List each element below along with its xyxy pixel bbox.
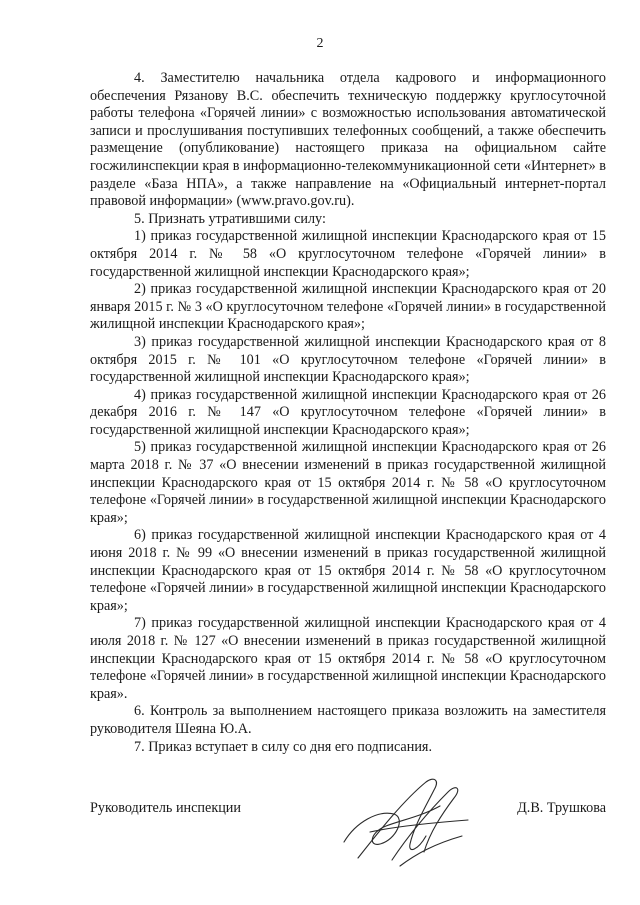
paragraph-item-4: 4. Заместителю начальника отдела кадрового и информационного обеспечения Рязанову В.С. обеспечить техническую поддержку круглосуточной работы телефона «Горячей линии» с возможностью использования автоматической записи и прослушивания поступивших телефонных сообщений, а также обеспечить размещение (опубликование) настоящего приказа на официальном сайте госжилинспекции края в информационно-телекоммуникационной сети «Интернет» в разделе «База НПА», а также направление на «Официальный интернет-портал правовой информации» (www.pravo.gov.ru). [90,70,606,210]
signature-block [90,800,606,840]
subitem-4: 4) приказ государственной жилищной инспекции Краснодарского края от 26 декабря 2016 г. № 147 «О круглосуточном телефоне «Горячей линии» в государственной жилищной инспекции Краснодарского края»; [90,386,606,438]
subitem-3: 3) приказ государственной жилищной инспекции Краснодарского края от 8 октября 2015 г. № 101 «О круглосуточном телефоне «Горячей линии» в государственной жилищной инспекции Краснодарского края»; [90,333,606,386]
page-number: 2 [316,36,324,51]
paragraph-item-6: 6. Контроль за выполнением настоящего приказа возложить на заместителя руководителя Шеяна Ю.А. [90,703,606,737]
signatory-name: Д.В. Трушкова [517,800,606,816]
signatory-title: Руководитель инспекции [90,800,241,816]
paragraph-item-7: 7. Приказ вступает в силу со дня его подписания. [134,738,432,755]
subitem-6: 6) приказ государственной жилищной инспекции Краснодарского края от 4 июня 2018 г. № 99 «О внесении изменений в приказ государственной жилищной инспекции Краснодарского края от 15 октября 2014 г. № 58 «О круглосуточном телефоне «Горячей линии» в государственной жилищной инспекции Краснодарского края»; [90,527,606,614]
subitem-7: 7) приказ государственной жилищной инспекции Краснодарского края от 4 июля 2018 г. № 127 «О внесении изменений в приказ государственной жилищной инспекции Краснодарского края от 15 октября 2014 г. № 58 «О круглосуточном телефоне «Горячей линии» в государственной жилищной инспекции Краснодарского края». [90,615,606,702]
subitem-2: 2) приказ государственной жилищной инспекции Краснодарского края от 20 января 2015 г. № 3 «О круглосуточном телефоне «Горячей линии» в государственной жилищной инспекции Краснодарского края»; [90,281,606,333]
document-body [90,70,606,756]
subitem-1: 1) приказ государственной жилищной инспекции Краснодарского края от 15 октября 2014 г. № 58 «О круглосуточном телефоне «Горячей линии» в государственной жилищной инспекции Краснодарского края»; [90,228,606,280]
paragraph-item-5: 5. Признать утратившими силу: [134,210,326,227]
subitem-5: 5) приказ государственной жилищной инспекции Краснодарского края от 26 марта 2018 г. № 37 «О внесении изменений в приказ государственной жилищной инспекции Краснодарского края от 15 октября 2014 г. № 58 «О круглосуточном телефоне «Горячей линии» в государственной жилищной инспекции Краснодарского края»; [90,439,606,526]
